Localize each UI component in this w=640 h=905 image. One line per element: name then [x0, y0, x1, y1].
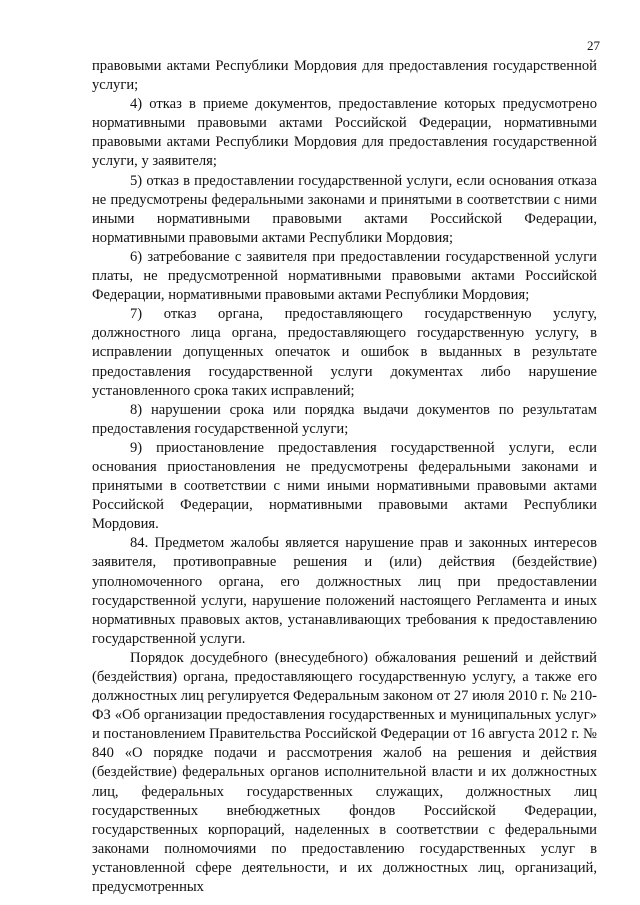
- paragraph-continuation: правовыми актами Республики Мордовия для предоставления государственной услуги;: [92, 58, 597, 94]
- paragraph-section-84: 84. Предметом жалобы является нарушение прав и законных интересов заявителя, противоправные решения и (или) действия (бездействие) уполномоченного органа, его должностных лиц при предоставлении государственной услуги, нарушение положений настоящего Регламента и иных нормативных правовых актов, устанавливающих требования к предоставлению государственной услуги.: [92, 535, 597, 647]
- paragraph-item-9: 9) приостановление предоставления государственной услуги, если основания приостановления не предусмотрены федеральными законами и принятыми в соответствии с ними иными нормативными правовыми актами Российской Федерации, нормативными правовыми актами Республики Мордовия.: [92, 439, 597, 533]
- document-body: [92, 57, 597, 897]
- paragraph-item-6: 6) затребование с заявителя при предоставлении государственной услуги платы, не предусмотренной нормативными правовыми актами Российской Федерации, нормативными правовыми актами Республики Мордовия;: [92, 248, 597, 304]
- page-number: 27: [587, 38, 600, 53]
- paragraph-appeal-procedure: Порядок досудебного (внесудебного) обжалования решений и действий (бездействия) органа, предоставляющего государственную услугу, а также его должностных лиц регулируется Федеральным законом от 27 июля 2010 г. № 210-ФЗ «Об организации предоставления государственных и муниципальных услуг» и постановлением Правительства Российской Федерации от 16 августа 2012 г. № 840 «О порядке подачи и рассмотрения жалоб на решения и действия (бездействие) федеральных органов исполнительной власти и их должностных лиц, федеральных государственных служащих, должностных лиц государственных внебюджетных фондов Российской Федерации, государственных корпораций, наделенных в соответствии с федеральными законами полномочиями по предоставлению государственных услуг в установленной сфере деятельности, и их должностных лиц, организаций, предусмотренных: [92, 649, 597, 896]
- paragraph-item-5: 5) отказ в предоставлении государственной услуги, если основания отказа не предусмотрены федеральными законами и принятыми в соответствии с ними иными нормативными правовыми актами Российской Федерации, нормативными правовыми актами Республики Мордовия;: [92, 172, 597, 246]
- paragraph-item-4: 4) отказ в приеме документов, предоставление которых предусмотрено нормативными правовыми актами Российской Федерации, нормативными правовыми актами Республики Мордовия для предоставления государственной услуги, у заявителя;: [92, 96, 597, 170]
- paragraph-item-7: 7) отказ органа, предоставляющего государственную услугу, должностного лица органа, предоставляющего государственную услугу, в исправлении допущенных опечаток и ошибок в выданных в результате предоставления государственной услуги документах либо нарушение установленного срока таких исправлений;: [92, 306, 597, 399]
- paragraph-item-8: 8) нарушении срока или порядка выдачи документов по результатам предоставления государственной услуги;: [92, 401, 597, 437]
